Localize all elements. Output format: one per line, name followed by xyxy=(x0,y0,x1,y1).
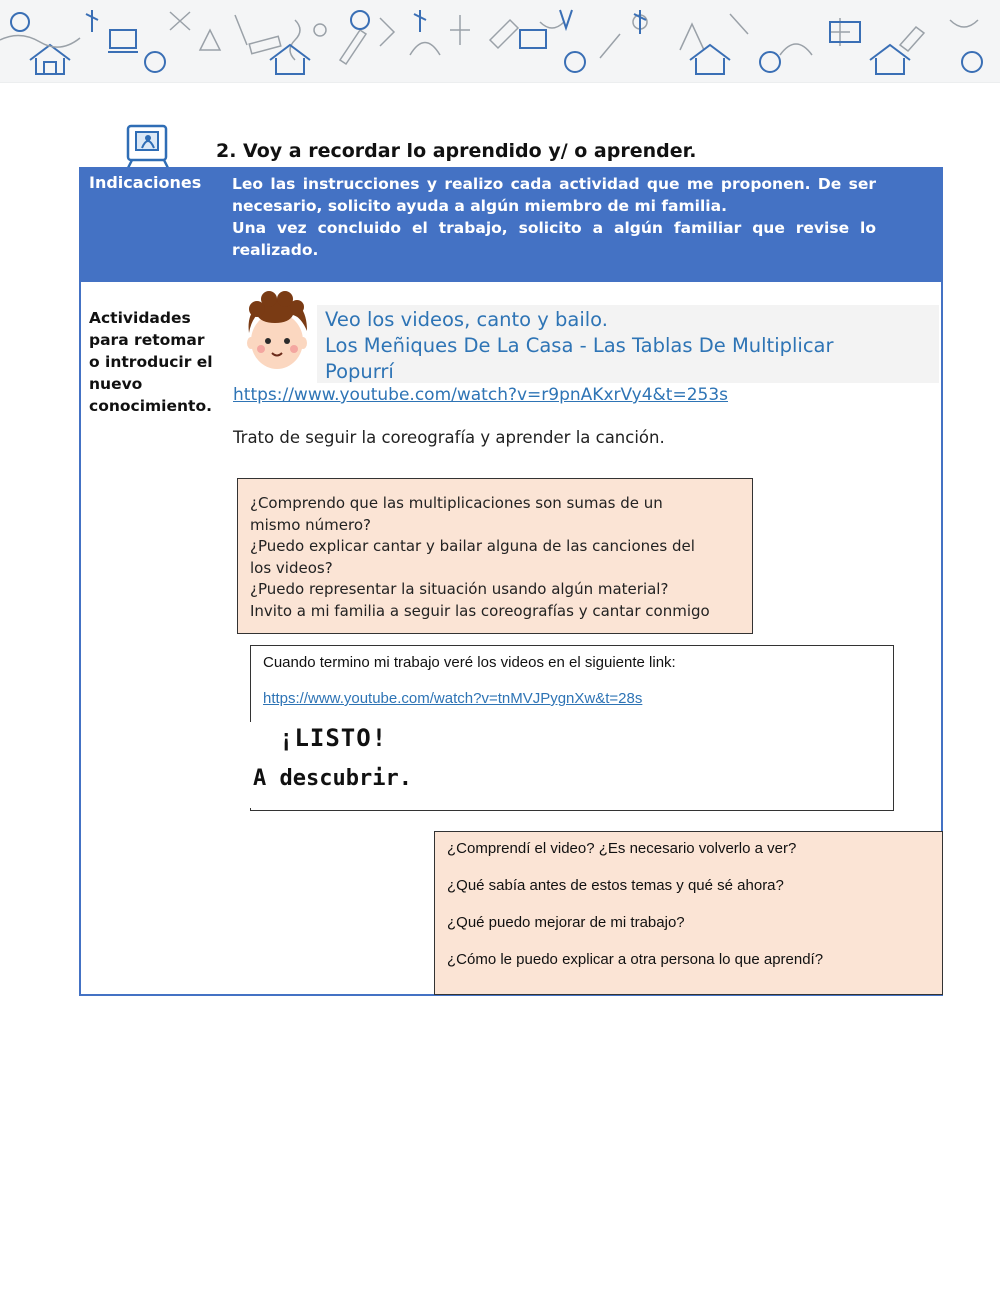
video-link-2[interactable]: https://www.youtube.com/watch?v=tnMVJPygnXw&t=28s xyxy=(263,690,643,707)
reflection-line: ¿Puedo explicar cantar y bailar alguna de las canciones del xyxy=(250,537,695,556)
reflection-question: ¿Comprendí el video? ¿Es necesario volverlo a ver? xyxy=(447,840,797,857)
listo-intro: Cuando termino mi trabajo veré los videos en el siguiente link: xyxy=(263,654,676,671)
indicaciones-label: Indicaciones xyxy=(89,173,202,192)
reflection-line: ¿Comprendo que las multiplicaciones son sumas de un xyxy=(250,494,663,512)
listo-subtitle: A descubrir. xyxy=(253,766,412,791)
reflection-line: Invito a mi familia a seguir las coreografías y cantar conmigo xyxy=(250,601,710,620)
trato-text: Trato de seguir la coreografía y aprender la canción. xyxy=(233,428,665,447)
reflection-line: los videos? xyxy=(250,558,333,577)
reflection-line: ¿Puedo representar la situación usando algún material? xyxy=(250,580,669,599)
video-line-3: Popurrí xyxy=(325,360,394,383)
video-line-1: Veo los videos, canto y bailo. xyxy=(325,308,608,331)
indicaciones-text xyxy=(232,173,876,261)
reflection-line: mismo número? xyxy=(250,515,371,534)
school-doodle-pattern-icon xyxy=(0,0,1000,82)
listo-title: ¡LISTO! xyxy=(279,724,388,752)
video-title xyxy=(325,307,925,385)
header-banner xyxy=(0,0,1000,83)
section-heading: 2. Voy a recordar lo aprendido y/ o aprender. xyxy=(216,140,697,162)
video-link-1[interactable]: https://www.youtube.com/watch?v=r9pnAKxrVy4&t=253s xyxy=(233,385,729,405)
indicaciones-paragraph-2: Una vez concluido el trabajo, solicito a algún familiar que revise lo realizado. xyxy=(232,219,876,259)
listo-box xyxy=(250,645,894,811)
actividades-label: Actividades para retomar o introducir el nuevo conocimiento. xyxy=(89,309,213,415)
video-line-2: Los Meñiques De La Casa - Las Tablas De Multiplicar xyxy=(325,334,834,357)
activity-table xyxy=(79,167,943,996)
reflection-question: ¿Cómo le puedo explicar a otra persona lo que aprendí? xyxy=(447,951,824,968)
lesson-board-icon xyxy=(124,122,174,170)
kid-face-icon xyxy=(237,289,321,373)
reflection-question: ¿Qué sabía antes de estos temas y qué sé ahora? xyxy=(447,877,784,894)
reflection-box-2 xyxy=(434,831,943,995)
reflection-box-1 xyxy=(237,478,753,634)
reflection-question: ¿Qué puedo mejorar de mi trabajo? xyxy=(447,914,685,931)
indicaciones-paragraph-1: Leo las instrucciones y realizo cada actividad que me proponen. De ser necesario, solicito ayuda a algún miembro de mi familia. xyxy=(232,175,876,215)
indicaciones-row xyxy=(81,169,941,282)
